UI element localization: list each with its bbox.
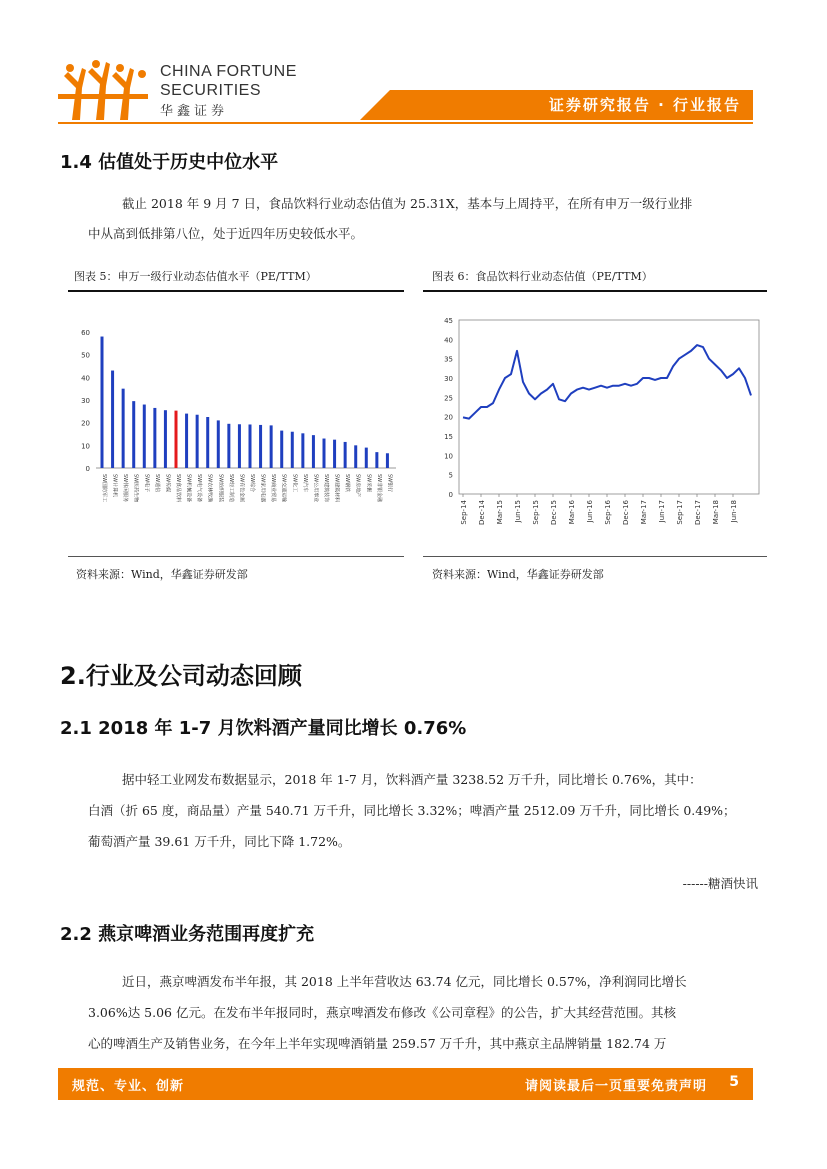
brand-line-1: CHINA FORTUNE: [160, 63, 297, 80]
x-tick-label: Mar-16: [568, 500, 576, 525]
category-label: SW交通运输: [280, 474, 287, 503]
bar: [259, 425, 262, 468]
bar: [175, 411, 178, 468]
category-label: SW有色金属: [238, 474, 245, 503]
section-2-1-heading: 2.1 2018 年 1-7 月饮料酒产量同比增长 0.76%: [60, 718, 467, 739]
bar: [312, 435, 315, 468]
category-label: SW综合: [249, 474, 255, 493]
figure5-source: 资料来源：Wind，华鑫证券研发部: [76, 568, 248, 581]
section-2-1-line2: 白酒（折 65 度，商品量）产量 540.71 万千升，同比增长 3.32%；啤酒产量 2512.09 万千升，同比增长 0.49%；: [88, 803, 736, 818]
x-tick-label: Jun-16: [586, 500, 594, 523]
x-tick-label: Jun-18: [730, 500, 738, 523]
category-label: SW建筑材料: [333, 474, 340, 503]
figure5-bottom-rule: [68, 556, 404, 557]
category-label: SW建筑装饰: [323, 474, 329, 503]
figure5-caption: 图表 5：申万一级行业动态估值水平（PE/TTM）: [74, 270, 317, 283]
y-tick-label: 50: [81, 351, 90, 360]
x-tick-label: Sep-15: [532, 500, 540, 525]
x-tick-label: Dec-17: [694, 500, 702, 525]
y-tick-label: 20: [444, 413, 453, 422]
category-label: SW机械设备: [185, 474, 192, 503]
brand-name-chinese: 华鑫证券: [160, 104, 229, 119]
bar: [249, 424, 252, 468]
bar: [280, 431, 283, 468]
figure6-top-rule: [423, 290, 767, 292]
category-label: SW汽车: [301, 474, 308, 493]
y-tick-label: 20: [81, 419, 90, 428]
y-tick-label: 10: [444, 452, 453, 461]
footer-disclaimer-note: 请阅读最后一页重要免责声明: [524, 1079, 707, 1094]
bar: [365, 448, 368, 468]
bar: [111, 371, 114, 468]
x-tick-label: Sep-17: [676, 500, 684, 525]
bar: [291, 432, 294, 468]
x-tick-label: Jun-15: [514, 500, 522, 523]
bar: [206, 417, 209, 468]
x-tick-label: Mar-17: [640, 500, 648, 525]
category-label: SW银行: [386, 474, 393, 493]
y-tick-label: 30: [444, 375, 453, 383]
bar: [301, 433, 304, 468]
category-label: SW传媒: [164, 474, 171, 493]
figure6-source: 资料来源：Wind，华鑫证券研发部: [432, 568, 604, 581]
category-label: SW电气设备: [196, 474, 203, 503]
y-tick-label: 45: [444, 317, 453, 325]
x-tick-label: Dec-16: [622, 500, 630, 525]
figure5-bar-chart: [68, 320, 404, 550]
bar: [323, 439, 326, 468]
x-tick-label: Sep-14: [460, 500, 468, 525]
bar: [122, 389, 125, 468]
category-label: SW房地产: [354, 474, 361, 498]
category-label: SW计算机: [111, 474, 118, 498]
category-label: SW采掘: [365, 474, 372, 493]
figure6-bottom-rule: [423, 556, 767, 557]
y-tick-label: 5: [448, 471, 453, 480]
bar: [101, 337, 104, 468]
header-rule: [58, 122, 753, 124]
y-tick-label: 25: [444, 394, 453, 403]
x-tick-label: Jun-17: [658, 500, 666, 523]
category-label: SW通信: [153, 474, 160, 493]
bar: [227, 424, 230, 468]
bar: [333, 440, 336, 468]
section-2-heading: 2.行业及公司动态回顾: [60, 662, 302, 690]
bar: [238, 424, 241, 468]
y-tick-label: 40: [81, 374, 90, 383]
section-1-4-para-line2: 中从高到低排第八位，处于近四年历史较低水平。: [88, 226, 364, 241]
report-type-label: 证券研究报告 · 行业报告: [548, 96, 741, 114]
y-tick-label: 0: [448, 491, 453, 499]
bar: [386, 453, 389, 468]
category-label: SW食品饮料: [175, 474, 181, 503]
bar: [153, 408, 156, 468]
bar: [344, 442, 347, 468]
footer-slogan: 规范、专业、创新: [72, 1079, 185, 1094]
section-1-4-heading: 1.4 估值处于历史中位水平: [60, 152, 279, 173]
category-label: SW家用电器: [259, 474, 266, 503]
bar: [143, 405, 146, 468]
category-label: SW纺织服装: [217, 474, 224, 503]
section-1-4-para-line1: 截止 2018 年 9 月 7 日，食品饮料行业动态估值为 25.31X，基本与上周持平，在所有申万一级行业排: [122, 196, 693, 211]
category-label: SW钢铁: [344, 474, 351, 493]
bar: [217, 420, 220, 468]
figure5-top-rule: [68, 290, 404, 292]
bar: [354, 445, 357, 468]
section-2-1-attribution: ------糖酒快讯: [682, 876, 758, 891]
figure6-line-chart: [423, 310, 767, 550]
pe-ttm-series-line: [463, 345, 751, 419]
y-tick-label: 35: [444, 355, 453, 364]
brand-line-2: SECURITIES: [160, 82, 262, 99]
y-tick-label: 30: [81, 397, 90, 405]
x-tick-label: Sep-16: [604, 500, 612, 525]
y-tick-label: 15: [444, 433, 453, 441]
plot-frame: [459, 320, 759, 494]
category-label: SW休闲服务: [122, 474, 129, 503]
x-tick-label: Dec-14: [478, 500, 486, 525]
section-2-2-line1: 近日，燕京啤酒发布半年报，其 2018 上半年营收达 63.74 亿元，同比增长 0.57%，净利润同比增长: [122, 974, 687, 989]
page-number: 5: [729, 1074, 739, 1090]
bar: [185, 414, 188, 468]
bar: [196, 415, 199, 468]
bar: [270, 425, 273, 468]
y-tick-label: 0: [85, 465, 90, 473]
company-logo: [58, 58, 148, 120]
bar: [375, 452, 378, 468]
bar: [132, 401, 135, 468]
category-label: SW农林牧渔: [206, 474, 213, 503]
category-label: SW电子: [143, 474, 150, 493]
brand-name-english: [160, 62, 297, 100]
section-2-2-line2: 3.06%达 5.06 亿元。在发布半年报同时，燕京啤酒发布修改《公司章程》的公告，扩大其经营范围。其核: [88, 1005, 676, 1020]
category-label: SW医药生物: [132, 474, 139, 503]
y-tick-label: 60: [81, 329, 90, 337]
category-label: SW公用事业: [312, 474, 319, 503]
y-tick-label: 40: [444, 336, 453, 345]
section-2-2-heading: 2.2 燕京啤酒业务范围再度扩充: [60, 924, 315, 945]
category-label: SW商业贸易: [270, 474, 277, 503]
bar: [164, 410, 167, 468]
section-2-1-line3: 葡萄酒产量 39.61 万千升，同比下降 1.72%。: [88, 834, 351, 849]
category-label: SW国防军工: [101, 474, 107, 503]
category-label: SW非银金融: [375, 474, 382, 503]
category-label: SW轻工制造: [227, 474, 234, 503]
section-2-2-line3: 心的啤酒生产及销售业务，在今年上半年实现啤酒销量 259.57 万千升，其中燕京主品牌销量 182.74 万: [88, 1036, 667, 1051]
figure6-caption: 图表 6：食品饮料行业动态估值（PE/TTM）: [432, 270, 653, 283]
x-tick-label: Mar-15: [496, 500, 504, 525]
y-tick-label: 10: [81, 442, 90, 451]
x-tick-label: Dec-15: [550, 500, 558, 525]
x-tick-label: Mar-18: [712, 500, 720, 525]
section-2-1-line1: 据中轻工业网发布数据显示，2018 年 1-7 月，饮料酒产量 3238.52 万千升，同比增长 0.76%，其中：: [122, 772, 702, 787]
category-label: SW化工: [291, 474, 298, 493]
